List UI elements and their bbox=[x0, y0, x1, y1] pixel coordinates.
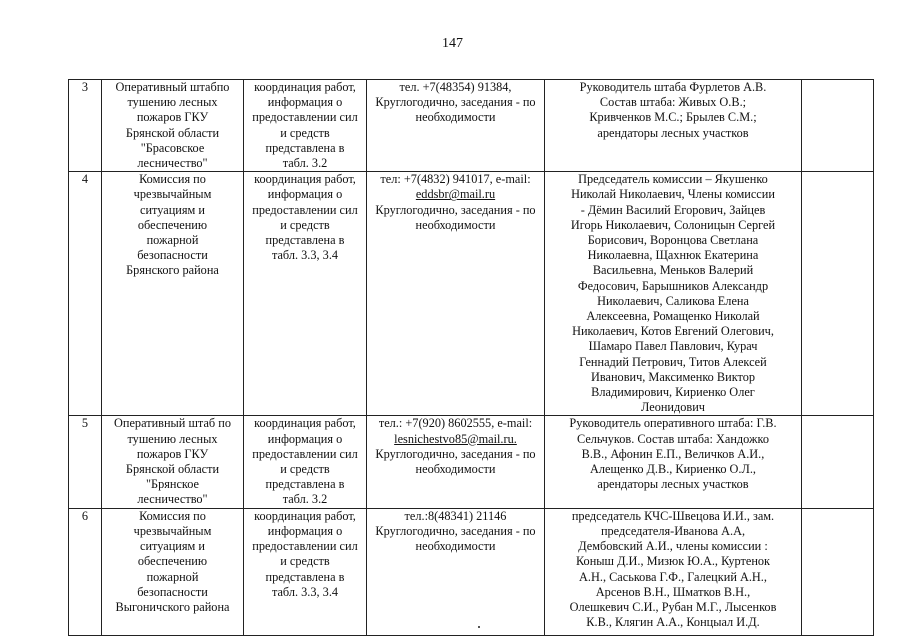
organization-name-line: Брянского района bbox=[126, 263, 219, 278]
function-line: представлена в bbox=[265, 569, 345, 584]
function-cell bbox=[244, 416, 367, 508]
table-body bbox=[69, 80, 874, 636]
members-line: Борисович, Воронцова Светлана bbox=[587, 233, 759, 248]
table-row bbox=[69, 172, 874, 416]
organization-name-line: обеспечению bbox=[137, 217, 208, 232]
members-line: председатель КЧС-Швецова И.И., зам. bbox=[571, 508, 775, 523]
organization-name-cell bbox=[102, 172, 244, 416]
function-line: табл. 3.2 bbox=[282, 156, 328, 171]
members-line: Николаевна, Щахнюк Екатерина bbox=[587, 248, 759, 263]
contact-line: необходимости bbox=[415, 539, 496, 554]
notes-cell bbox=[802, 416, 874, 508]
members-line: председателя-Иванова А.А, bbox=[600, 523, 746, 538]
function-cell bbox=[244, 508, 367, 635]
organization-name-line: чрезвычайным bbox=[133, 523, 212, 538]
members-line: Руководитель штаба Фурлетов А.В. bbox=[579, 80, 767, 94]
organization-name-line: тушению лесных bbox=[127, 95, 218, 110]
organization-name-line: Выгоничского района bbox=[115, 599, 230, 614]
organization-name-line: Оперативный штаб по bbox=[114, 416, 231, 431]
row-number-cell: 5 bbox=[69, 416, 102, 508]
contact-cell bbox=[367, 416, 545, 508]
function-line: координация работ, bbox=[254, 508, 356, 523]
contact-line: тел.:8(48341) 21146 bbox=[404, 508, 507, 523]
organization-name-line: ситуациям и bbox=[140, 202, 205, 217]
members-line: Председатель комиссии – Якушенко bbox=[578, 172, 768, 187]
notes-cell bbox=[802, 80, 874, 172]
members-line: Леонидович bbox=[640, 400, 705, 415]
members-line: Руководитель оперативного штаба: Г.В. bbox=[569, 416, 777, 431]
email-link[interactable]: lesnichestvo85@mail.ru. bbox=[394, 431, 517, 446]
table-row bbox=[69, 508, 874, 635]
members-line: Состав штаба: Живых О.В.; bbox=[599, 95, 747, 110]
function-line: представлена в bbox=[265, 233, 345, 248]
organization-name-cell bbox=[102, 80, 244, 172]
function-line: представлена в bbox=[265, 140, 345, 155]
contact-cell bbox=[367, 80, 545, 172]
function-line: предоставлении сил bbox=[252, 110, 358, 125]
notes-cell bbox=[802, 508, 874, 635]
organization-name-cell bbox=[102, 508, 244, 635]
function-line: информация о bbox=[267, 95, 343, 110]
contact-line: тел. +7(48354) 91384, bbox=[399, 80, 512, 94]
organization-name-line: безопасности bbox=[137, 248, 208, 263]
organization-name-line: пожаров ГКУ bbox=[136, 446, 209, 461]
members-line: Николаевич, Котов Евгений Олегович, bbox=[572, 324, 774, 339]
organization-name-line: лесничество" bbox=[137, 492, 208, 507]
organization-name-line: пожарной bbox=[146, 233, 199, 248]
function-line: координация работ, bbox=[254, 80, 356, 94]
notes-cell bbox=[802, 172, 874, 416]
scan-speck bbox=[478, 626, 480, 628]
members-line: Кривченков М.С.; Брылев С.М.; bbox=[589, 110, 757, 125]
organization-name-line: Оперативный штабпо bbox=[115, 80, 230, 94]
email-link[interactable]: eddsbr@mail.ru bbox=[415, 187, 496, 202]
members-line: А.Н., Саськова Г.Ф., Галецкий А.Н., bbox=[579, 569, 767, 584]
members-cell bbox=[545, 508, 802, 635]
organization-name-line: лесничество" bbox=[137, 156, 208, 171]
page-number: 147 bbox=[442, 36, 463, 51]
function-cell bbox=[244, 172, 367, 416]
organization-name-line: чрезвычайным bbox=[133, 187, 212, 202]
function-line: табл. 3.3, 3.4 bbox=[271, 584, 339, 599]
members-cell bbox=[545, 416, 802, 508]
members-line: Алещенко Д.В., Кириенко О.Л., bbox=[589, 462, 756, 477]
organization-name-line: "Брянское bbox=[145, 477, 200, 492]
members-line: Арсенов В.Н., Шматков В.Н., bbox=[595, 584, 751, 599]
function-line: координация работ, bbox=[254, 416, 356, 431]
function-line: предоставлении сил bbox=[252, 202, 358, 217]
members-line: К.В., Клягин А.А., Концыал И.Д. bbox=[586, 615, 760, 630]
function-line: и средств bbox=[280, 125, 330, 140]
organization-name-line: безопасности bbox=[137, 584, 208, 599]
contact-line: тел: +7(4832) 941017, e-mail: bbox=[380, 172, 531, 187]
function-line: информация о bbox=[267, 523, 343, 538]
function-line: табл. 3.2 bbox=[282, 492, 328, 507]
function-line: координация работ, bbox=[254, 172, 356, 187]
organization-name-line: ситуациям и bbox=[140, 539, 205, 554]
function-line: представлена в bbox=[265, 477, 345, 492]
function-line: предоставлении сил bbox=[252, 446, 358, 461]
contact-line: необходимости bbox=[415, 462, 496, 477]
organization-name-line: тушению лесных bbox=[127, 431, 218, 446]
contact-line: Круглогодично, заседания - по bbox=[375, 202, 536, 217]
table-row bbox=[69, 80, 874, 172]
organization-name-line: Брянской области bbox=[125, 462, 220, 477]
members-line: Сельчуков. Состав штаба: Хандожко bbox=[576, 431, 770, 446]
organization-name-line: обеспечению bbox=[137, 554, 208, 569]
contact-line: Круглогодично, заседания - по bbox=[375, 523, 536, 538]
members-line: - Дёмин Василий Егорович, Зайцев bbox=[580, 202, 766, 217]
members-line: Николай Николаевич, Члены комиссии bbox=[571, 187, 775, 202]
function-line: информация о bbox=[267, 187, 343, 202]
members-line: Алексеевна, Ромащенко Николай bbox=[586, 309, 760, 324]
members-line: Геннадий Петрович, Титов Алексей bbox=[579, 354, 767, 369]
members-line: арендаторы лесных участков bbox=[597, 477, 749, 492]
contact-cell bbox=[367, 508, 545, 635]
function-line: информация о bbox=[267, 431, 343, 446]
contact-line: необходимости bbox=[415, 217, 496, 232]
organization-name-line: Брянской области bbox=[125, 125, 220, 140]
function-line: и средств bbox=[280, 462, 330, 477]
organization-name-line: "Брасовское bbox=[140, 140, 205, 155]
members-line: Николаевич, Саликова Елена bbox=[597, 293, 749, 308]
function-line: табл. 3.3, 3.4 bbox=[271, 248, 339, 263]
members-line: Иванович, Максименко Виктор bbox=[590, 369, 756, 384]
function-line: и средств bbox=[280, 554, 330, 569]
table-row bbox=[69, 416, 874, 508]
members-line: арендаторы лесных участков bbox=[597, 125, 749, 140]
contact-line: Круглогодично, заседания - по bbox=[375, 95, 536, 110]
members-line: Владимирович, Кириенко Олег bbox=[591, 385, 755, 400]
contact-line: необходимости bbox=[415, 110, 496, 125]
organization-name-cell bbox=[102, 416, 244, 508]
organization-name-line: Комиссия по bbox=[139, 172, 206, 187]
document-table bbox=[68, 79, 874, 636]
members-line: Федосович, Барышников Александр bbox=[577, 278, 769, 293]
members-line: Игорь Николаевич, Солоницын Сергей bbox=[570, 217, 776, 232]
row-number-cell: 6 bbox=[69, 508, 102, 635]
row-number-cell: 4 bbox=[69, 172, 102, 416]
organization-name-line: пожарной bbox=[146, 569, 199, 584]
contact-cell bbox=[367, 172, 545, 416]
organization-name-line: пожаров ГКУ bbox=[136, 110, 209, 125]
members-line: Шамаро Павел Павлович, Курач bbox=[588, 339, 758, 354]
members-line: Васильевна, Меньков Валерий bbox=[592, 263, 754, 278]
members-line: В.В., Афонин Е.П., Величков А.И., bbox=[581, 446, 765, 461]
contact-line: Круглогодично, заседания - по bbox=[375, 446, 536, 461]
members-line: Олешкевич С.И., Рубан М.Г., Лысенков bbox=[569, 599, 777, 614]
function-line: и средств bbox=[280, 217, 330, 232]
members-cell bbox=[545, 172, 802, 416]
contact-line: тел.: +7(920) 8602555, e-mail: bbox=[378, 416, 533, 431]
members-line: Дембовский А.И., члены комиссии : bbox=[578, 539, 768, 554]
function-cell bbox=[244, 80, 367, 172]
function-line: предоставлении сил bbox=[252, 539, 358, 554]
members-line: Коныш Д.И., Мизюк Ю.А., Куртенок bbox=[575, 554, 771, 569]
row-number-cell: 3 bbox=[69, 80, 102, 172]
organization-name-line: Комиссия по bbox=[139, 508, 206, 523]
members-cell bbox=[545, 80, 802, 172]
